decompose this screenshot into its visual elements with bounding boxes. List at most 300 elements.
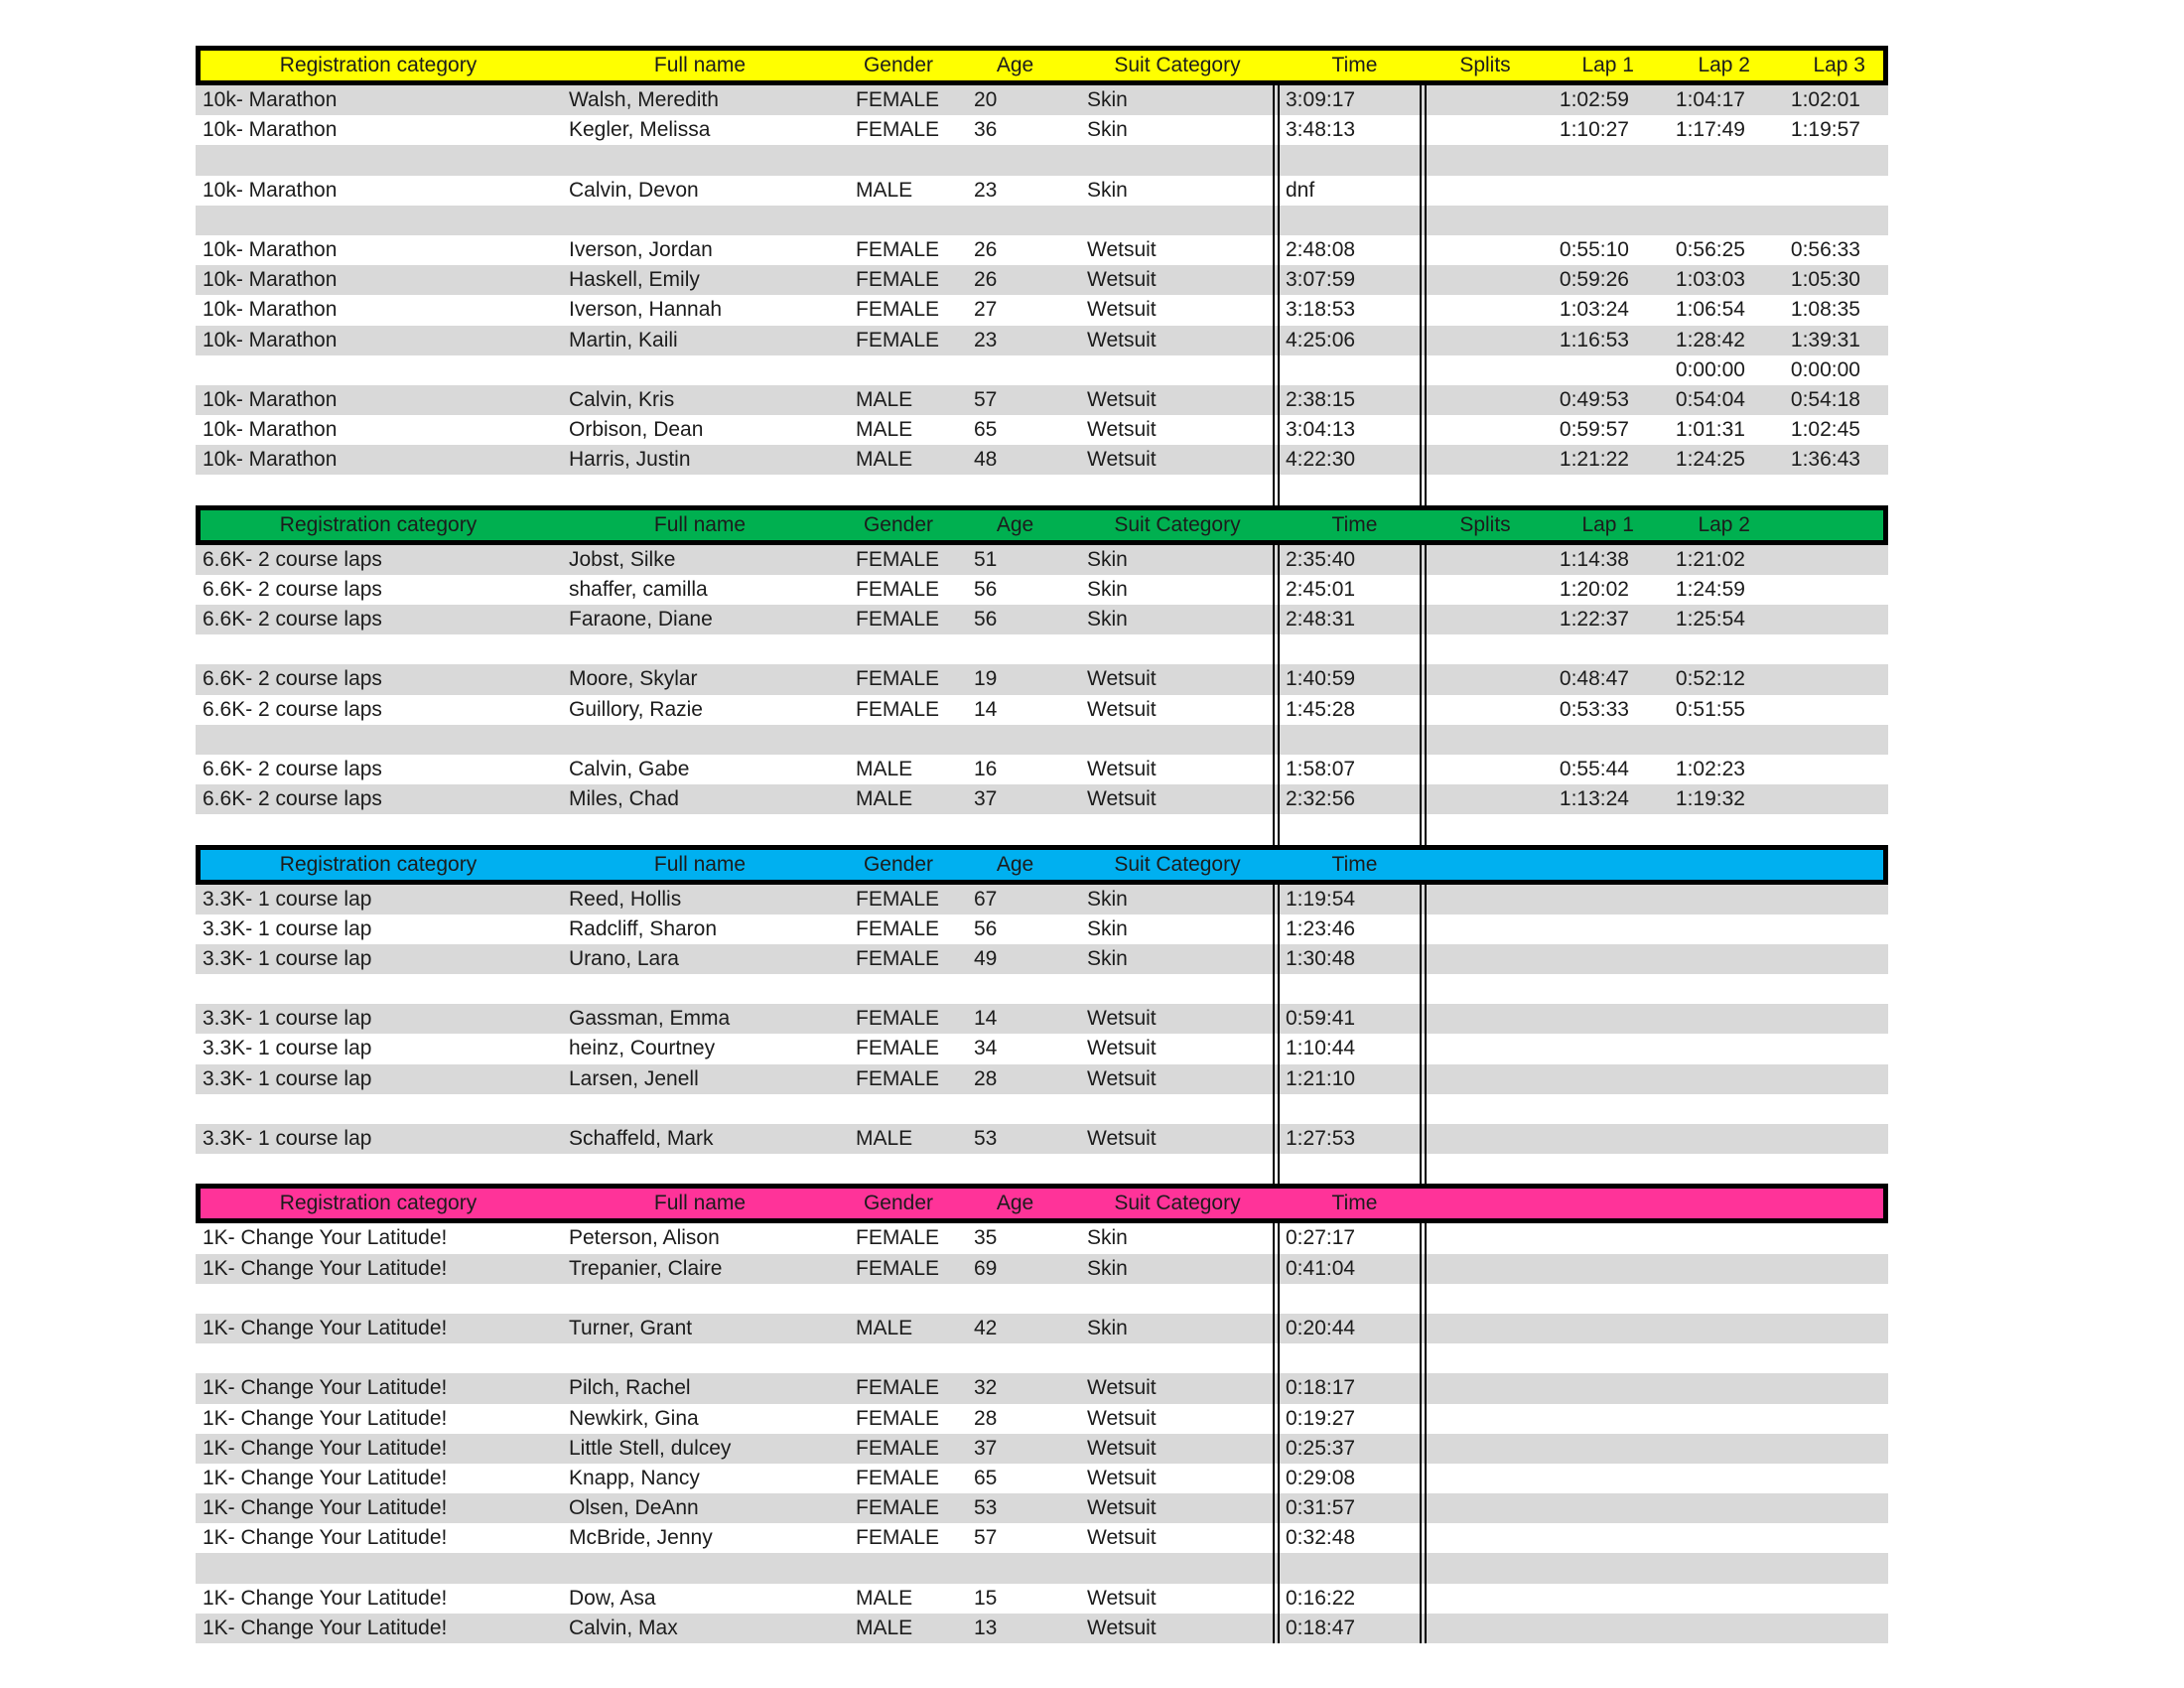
cell-gender: FEMALE <box>856 1466 940 1489</box>
cell-reg <box>196 145 551 175</box>
col-header-full-name: Full name <box>653 54 747 76</box>
cell-age <box>948 1284 1072 1314</box>
cell-splits <box>1427 814 1534 844</box>
cell-lap1 <box>1534 1523 1643 1553</box>
cell-lap2: 1:01:31 <box>1675 418 1745 442</box>
cell-reg: 6.6K- 2 course laps <box>203 577 382 601</box>
row-martin-kaili <box>196 326 1888 355</box>
cell-reg: 6.6K- 2 course laps <box>203 787 382 811</box>
cell-splits <box>1427 475 1534 504</box>
cell-reg: 1K- Change Your Latitude! <box>203 1406 448 1430</box>
row-blank <box>196 725 1888 755</box>
cell-reg: 3.3K- 1 course lap <box>203 1007 372 1031</box>
cell-age <box>948 974 1072 1004</box>
cell-lap3: 1:39:31 <box>1790 328 1860 352</box>
cell-splits <box>1427 1064 1534 1094</box>
row-heinz-courtney <box>196 1034 1888 1063</box>
cell-lap3 <box>1759 1284 1888 1314</box>
cell-suit: Skin <box>1087 118 1128 142</box>
cell-time: 0:41:04 <box>1273 1254 1427 1284</box>
cell-name: Calvin, Max <box>569 1616 678 1639</box>
cell-age: 32 <box>974 1376 998 1400</box>
cell-splits <box>1427 725 1534 755</box>
cell-time: 1:21:10 <box>1273 1064 1427 1094</box>
cell-age <box>948 814 1072 844</box>
col-header-lap-2: Lap 2 <box>1698 512 1750 536</box>
cell-time: 2:48:08 <box>1273 235 1427 265</box>
cell-age: 69 <box>974 1256 998 1280</box>
cell-lap2 <box>1643 1124 1759 1154</box>
cell-age: 19 <box>974 667 998 691</box>
cell-lap1 <box>1534 1004 1643 1034</box>
cell-age: 27 <box>974 298 998 322</box>
cell-lap2 <box>1643 1223 1759 1253</box>
cell-lap1 <box>1534 1614 1643 1643</box>
section-rows <box>196 545 1888 845</box>
cell-name: Newkirk, Gina <box>569 1406 699 1430</box>
row-harris-justin <box>196 445 1888 475</box>
cell-lap2: 1:28:42 <box>1675 328 1745 352</box>
row-faraone-diane <box>196 605 1888 634</box>
cell-lap3 <box>1759 634 1888 664</box>
cell-lap2: 1:25:54 <box>1675 608 1745 631</box>
cell-name: Calvin, Gabe <box>569 757 690 780</box>
cell-reg: 10k- Marathon <box>203 298 338 322</box>
cell-time: 0:18:47 <box>1273 1614 1427 1643</box>
cell-lap2 <box>1643 914 1759 944</box>
cell-name <box>551 814 839 844</box>
cell-lap2 <box>1643 1004 1759 1034</box>
cell-lap2: 1:19:32 <box>1675 787 1745 811</box>
cell-lap3 <box>1759 206 1888 235</box>
cell-reg <box>196 206 551 235</box>
col-header-lap-1: Lap 1 <box>1581 54 1634 76</box>
cell-lap1 <box>1534 725 1643 755</box>
cell-lap3 <box>1759 545 1888 575</box>
cell-lap1 <box>1534 1034 1643 1063</box>
col-header-gender: Gender <box>863 54 934 76</box>
cell-reg <box>196 634 551 664</box>
cell-splits <box>1427 1584 1534 1614</box>
cell-name: Reed, Hollis <box>569 887 682 911</box>
cell-age: 56 <box>974 577 998 601</box>
cell-time: 3:07:59 <box>1273 265 1427 295</box>
cell-splits <box>1427 545 1534 575</box>
cell-lap1 <box>1534 1343 1643 1373</box>
cell-lap1 <box>1534 1223 1643 1253</box>
cell-lap3 <box>1759 1034 1888 1063</box>
cell-suit: Wetsuit <box>1087 787 1157 811</box>
cell-time: 1:30:48 <box>1273 944 1427 974</box>
cell-name: Gassman, Emma <box>569 1007 731 1031</box>
cell-time <box>1273 1094 1427 1124</box>
row-turner-grant <box>196 1314 1888 1343</box>
cell-name: shaffer, camilla <box>569 577 708 601</box>
cell-lap3 <box>1759 814 1888 844</box>
cell-lap2: 1:24:25 <box>1675 448 1745 472</box>
row-olsen-deann <box>196 1493 1888 1523</box>
cell-name: Iverson, Hannah <box>569 298 723 322</box>
row-blank <box>196 206 1888 235</box>
cell-lap3 <box>1759 1154 1888 1184</box>
cell-gender: MALE <box>856 1586 913 1610</box>
cell-name: Walsh, Meredith <box>569 88 719 111</box>
cell-time: 4:22:30 <box>1273 445 1427 475</box>
cell-suit: Wetsuit <box>1087 1586 1157 1610</box>
cell-time: 1:45:28 <box>1273 695 1427 725</box>
cell-time: 3:18:53 <box>1273 295 1427 325</box>
cell-gender: MALE <box>856 757 913 780</box>
cell-splits <box>1427 176 1534 206</box>
cell-name: Calvin, Kris <box>569 387 675 411</box>
cell-suit: Wetsuit <box>1087 1496 1157 1520</box>
cell-suit <box>1072 1343 1273 1373</box>
cell-lap3 <box>1759 1493 1888 1523</box>
cell-age: 65 <box>974 1466 998 1489</box>
cell-name: Turner, Grant <box>569 1316 693 1339</box>
cell-age: 37 <box>974 787 998 811</box>
cell-lap2: 1:17:49 <box>1675 118 1745 142</box>
cell-lap1: 1:02:59 <box>1559 88 1629 111</box>
cell-lap2: 0:54:04 <box>1675 387 1745 411</box>
cell-lap2 <box>1643 1493 1759 1523</box>
cell-name: Orbison, Dean <box>569 418 704 442</box>
cell-age <box>948 206 1072 235</box>
cell-gender: FEMALE <box>856 1436 940 1460</box>
cell-name: Iverson, Jordan <box>569 237 713 261</box>
cell-time: 0:29:08 <box>1273 1464 1427 1493</box>
cell-gender: FEMALE <box>856 1226 940 1250</box>
row-gassman-emma <box>196 1004 1888 1034</box>
cell-lap2 <box>1643 885 1759 914</box>
cell-gender <box>839 725 948 755</box>
cell-name: Radcliff, Sharon <box>569 916 718 940</box>
cell-lap3 <box>1759 176 1888 206</box>
cell-time <box>1273 725 1427 755</box>
col-header-age: Age <box>996 512 1034 536</box>
cell-lap3 <box>1759 575 1888 605</box>
row-blank <box>196 1094 1888 1124</box>
cell-lap1: 1:21:22 <box>1559 448 1629 472</box>
race-results-sheet <box>196 46 1888 1643</box>
cell-lap1 <box>1534 1493 1643 1523</box>
cell-reg: 1K- Change Your Latitude! <box>203 1496 448 1520</box>
cell-gender: FEMALE <box>856 1066 940 1090</box>
cell-age: 51 <box>974 547 998 571</box>
row-trepanier-claire <box>196 1254 1888 1284</box>
cell-lap1: 1:16:53 <box>1559 328 1629 352</box>
cell-reg: 6.6K- 2 course laps <box>203 547 382 571</box>
cell-splits <box>1427 1343 1534 1373</box>
cell-name: Kegler, Melissa <box>569 118 711 142</box>
cell-splits <box>1427 634 1534 664</box>
cell-time: 3:09:17 <box>1273 85 1427 115</box>
cell-splits <box>1427 1314 1534 1343</box>
col-header-gender: Gender <box>863 512 934 536</box>
col-header-time: Time <box>1331 54 1378 76</box>
cell-lap3 <box>1759 1314 1888 1343</box>
row-kegler-melissa <box>196 115 1888 145</box>
cell-time: 1:23:46 <box>1273 914 1427 944</box>
cell-gender <box>839 1343 948 1373</box>
cell-lap3 <box>1759 1523 1888 1553</box>
cell-gender: FEMALE <box>856 118 940 142</box>
cell-gender: FEMALE <box>856 916 940 940</box>
cell-lap1: 1:22:37 <box>1559 608 1629 631</box>
cell-name: Little Stell, dulcey <box>569 1436 732 1460</box>
cell-suit: Skin <box>1087 1226 1128 1250</box>
cell-splits <box>1427 206 1534 235</box>
cell-splits <box>1427 885 1534 914</box>
cell-splits <box>1427 784 1534 814</box>
cell-lap2 <box>1643 1584 1759 1614</box>
cell-name <box>551 475 839 504</box>
cell-reg: 3.3K- 1 course lap <box>203 887 372 911</box>
cell-suit <box>1072 1284 1273 1314</box>
cell-gender <box>839 355 948 385</box>
row-calvin-kris <box>196 385 1888 415</box>
cell-lap3 <box>1759 1464 1888 1493</box>
cell-time: 1:19:54 <box>1273 885 1427 914</box>
cell-lap1 <box>1534 974 1643 1004</box>
cell-lap1 <box>1534 1094 1643 1124</box>
row-blank <box>196 145 1888 175</box>
row-blank <box>196 1553 1888 1583</box>
cell-lap2: 0:51:55 <box>1675 697 1745 721</box>
cell-lap3 <box>1759 784 1888 814</box>
cell-splits <box>1427 235 1534 265</box>
cell-lap1 <box>1534 1314 1643 1343</box>
cell-suit: Wetsuit <box>1087 1127 1157 1150</box>
cell-age: 35 <box>974 1226 998 1250</box>
cell-suit: Skin <box>1087 1256 1128 1280</box>
col-header-time: Time <box>1331 1192 1378 1215</box>
cell-splits <box>1427 695 1534 725</box>
col-header-time: Time <box>1331 512 1378 536</box>
cell-suit <box>1072 1154 1273 1184</box>
cell-lap2: 0:56:25 <box>1675 237 1745 261</box>
cell-lap1 <box>1534 355 1643 385</box>
cell-lap3: 1:02:45 <box>1790 418 1860 442</box>
cell-lap3 <box>1759 885 1888 914</box>
cell-suit <box>1072 974 1273 1004</box>
cell-age: 28 <box>974 1406 998 1430</box>
col-header-time: Time <box>1331 852 1378 876</box>
cell-suit: Wetsuit <box>1087 697 1157 721</box>
section-header-bar <box>196 845 1888 885</box>
cell-lap1: 1:10:27 <box>1559 118 1629 142</box>
cell-lap3 <box>1759 1614 1888 1643</box>
cell-age: 49 <box>974 946 998 970</box>
cell-gender: MALE <box>856 178 913 202</box>
cell-time: 0:31:57 <box>1273 1493 1427 1523</box>
cell-name: Schaffeld, Mark <box>569 1127 714 1150</box>
cell-suit: Wetsuit <box>1087 268 1157 292</box>
cell-name: Faraone, Diane <box>569 608 713 631</box>
cell-age: 53 <box>974 1127 998 1150</box>
cell-lap2 <box>1643 1434 1759 1464</box>
cell-gender: MALE <box>856 418 913 442</box>
cell-reg <box>196 1343 551 1373</box>
cell-gender <box>839 1154 948 1184</box>
cell-lap2 <box>1643 814 1759 844</box>
cell-time: 1:10:44 <box>1273 1034 1427 1063</box>
cell-splits <box>1427 664 1534 694</box>
row-iverson-jordan <box>196 235 1888 265</box>
cell-lap2: 1:03:03 <box>1675 268 1745 292</box>
row-blank <box>196 475 1888 504</box>
cell-lap3 <box>1759 1373 1888 1403</box>
cell-lap3 <box>1759 1064 1888 1094</box>
cell-reg: 6.6K- 2 course laps <box>203 697 382 721</box>
cell-name: Calvin, Devon <box>569 178 699 202</box>
cell-splits <box>1427 1434 1534 1464</box>
row-walsh-meredith <box>196 85 1888 115</box>
cell-lap1: 0:59:26 <box>1559 268 1629 292</box>
row-miles-chad <box>196 784 1888 814</box>
cell-lap2: 1:02:23 <box>1675 757 1745 780</box>
cell-gender: FEMALE <box>856 1007 940 1031</box>
cell-lap1 <box>1534 944 1643 974</box>
cell-suit: Wetsuit <box>1087 1066 1157 1090</box>
cell-suit: Wetsuit <box>1087 1037 1157 1060</box>
row-blank <box>196 1154 1888 1184</box>
cell-lap1: 1:03:24 <box>1559 298 1629 322</box>
cell-reg: 3.3K- 1 course lap <box>203 1037 372 1060</box>
cell-lap1: 0:55:10 <box>1559 237 1629 261</box>
cell-gender: FEMALE <box>856 577 940 601</box>
row-blank <box>196 1284 1888 1314</box>
cell-age: 34 <box>974 1037 998 1060</box>
cell-splits <box>1427 355 1534 385</box>
cell-lap2: 1:21:02 <box>1675 547 1745 571</box>
cell-splits <box>1427 1493 1534 1523</box>
cell-time: 0:25:37 <box>1273 1434 1427 1464</box>
cell-lap3 <box>1759 145 1888 175</box>
cell-age: 65 <box>974 418 998 442</box>
cell-lap2 <box>1643 1373 1759 1403</box>
cell-gender <box>839 475 948 504</box>
cell-name <box>551 1094 839 1124</box>
cell-splits <box>1427 1094 1534 1124</box>
cell-name: Olsen, DeAnn <box>569 1496 699 1520</box>
row-blank <box>196 974 1888 1004</box>
cell-age: 67 <box>974 887 998 911</box>
cell-name: Larsen, Jenell <box>569 1066 699 1090</box>
cell-gender: FEMALE <box>856 547 940 571</box>
cell-lap3 <box>1759 1004 1888 1034</box>
cell-lap1: 0:53:33 <box>1559 697 1629 721</box>
cell-age: 37 <box>974 1436 998 1460</box>
cell-lap1 <box>1534 885 1643 914</box>
cell-name: Peterson, Alison <box>569 1226 720 1250</box>
cell-suit: Wetsuit <box>1087 1406 1157 1430</box>
cell-lap1: 0:55:44 <box>1559 757 1629 780</box>
cell-suit: Wetsuit <box>1087 1007 1157 1031</box>
cell-name: Knapp, Nancy <box>569 1466 700 1489</box>
cell-lap2 <box>1643 1464 1759 1493</box>
cell-reg: 1K- Change Your Latitude! <box>203 1526 448 1550</box>
cell-time: 2:48:31 <box>1273 605 1427 634</box>
cell-lap3 <box>1759 1434 1888 1464</box>
col-header-splits: Splits <box>1459 512 1511 536</box>
row-urano-lara <box>196 944 1888 974</box>
cell-splits <box>1427 1404 1534 1434</box>
cell-name <box>551 1553 839 1583</box>
cell-age <box>948 145 1072 175</box>
cell-age <box>948 725 1072 755</box>
row-orbison-dean <box>196 415 1888 445</box>
cell-gender: FEMALE <box>856 1406 940 1430</box>
cell-gender: FEMALE <box>856 1496 940 1520</box>
row-calvin-gabe <box>196 755 1888 784</box>
cell-time <box>1273 355 1427 385</box>
cell-splits <box>1427 326 1534 355</box>
row-dow-asa <box>196 1584 1888 1614</box>
cell-lap3 <box>1759 1343 1888 1373</box>
col-header-registration-category: Registration category <box>279 852 478 876</box>
row-calvin-max <box>196 1614 1888 1643</box>
cell-name <box>551 1154 839 1184</box>
col-header-suit-category: Suit Category <box>1114 54 1241 76</box>
cell-suit: Skin <box>1087 916 1128 940</box>
cell-gender <box>839 814 948 844</box>
cell-gender: FEMALE <box>856 1526 940 1550</box>
cell-gender <box>839 145 948 175</box>
cell-suit <box>1072 1553 1273 1583</box>
cell-lap1 <box>1534 1154 1643 1184</box>
row-shaffer-camilla <box>196 575 1888 605</box>
cell-gender: FEMALE <box>856 667 940 691</box>
cell-lap3 <box>1759 974 1888 1004</box>
cell-lap2 <box>1643 1064 1759 1094</box>
cell-reg <box>196 1553 551 1583</box>
cell-lap3 <box>1759 695 1888 725</box>
cell-suit: Skin <box>1087 547 1128 571</box>
cell-lap2 <box>1643 1343 1759 1373</box>
cell-age <box>948 634 1072 664</box>
cell-splits <box>1427 914 1534 944</box>
cell-age <box>948 1553 1072 1583</box>
cell-name: Haskell, Emily <box>569 268 700 292</box>
cell-splits <box>1427 415 1534 445</box>
cell-lap3 <box>1759 914 1888 944</box>
cell-age: 53 <box>974 1496 998 1520</box>
cell-lap2: 0:52:12 <box>1675 667 1745 691</box>
cell-age: 42 <box>974 1316 998 1339</box>
cell-reg: 10k- Marathon <box>203 387 338 411</box>
cell-lap3: 1:19:57 <box>1790 118 1860 142</box>
cell-reg <box>196 1094 551 1124</box>
cell-name <box>551 974 839 1004</box>
cell-lap2: 0:00:00 <box>1675 357 1745 381</box>
cell-reg: 10k- Marathon <box>203 268 338 292</box>
cell-time: 2:32:56 <box>1273 784 1427 814</box>
cell-name <box>551 1284 839 1314</box>
cell-name: Trepanier, Claire <box>569 1256 723 1280</box>
cell-gender: FEMALE <box>856 887 940 911</box>
cell-age: 57 <box>974 1526 998 1550</box>
section-rows <box>196 1223 1888 1643</box>
cell-suit <box>1072 475 1273 504</box>
row-radcliff-sharon <box>196 914 1888 944</box>
cell-name: Dow, Asa <box>569 1586 656 1610</box>
cell-lap1: 0:49:53 <box>1559 387 1629 411</box>
cell-lap1 <box>1534 1124 1643 1154</box>
cell-reg: 10k- Marathon <box>203 418 338 442</box>
col-header-full-name: Full name <box>653 852 747 876</box>
section-header-bar <box>196 46 1888 85</box>
